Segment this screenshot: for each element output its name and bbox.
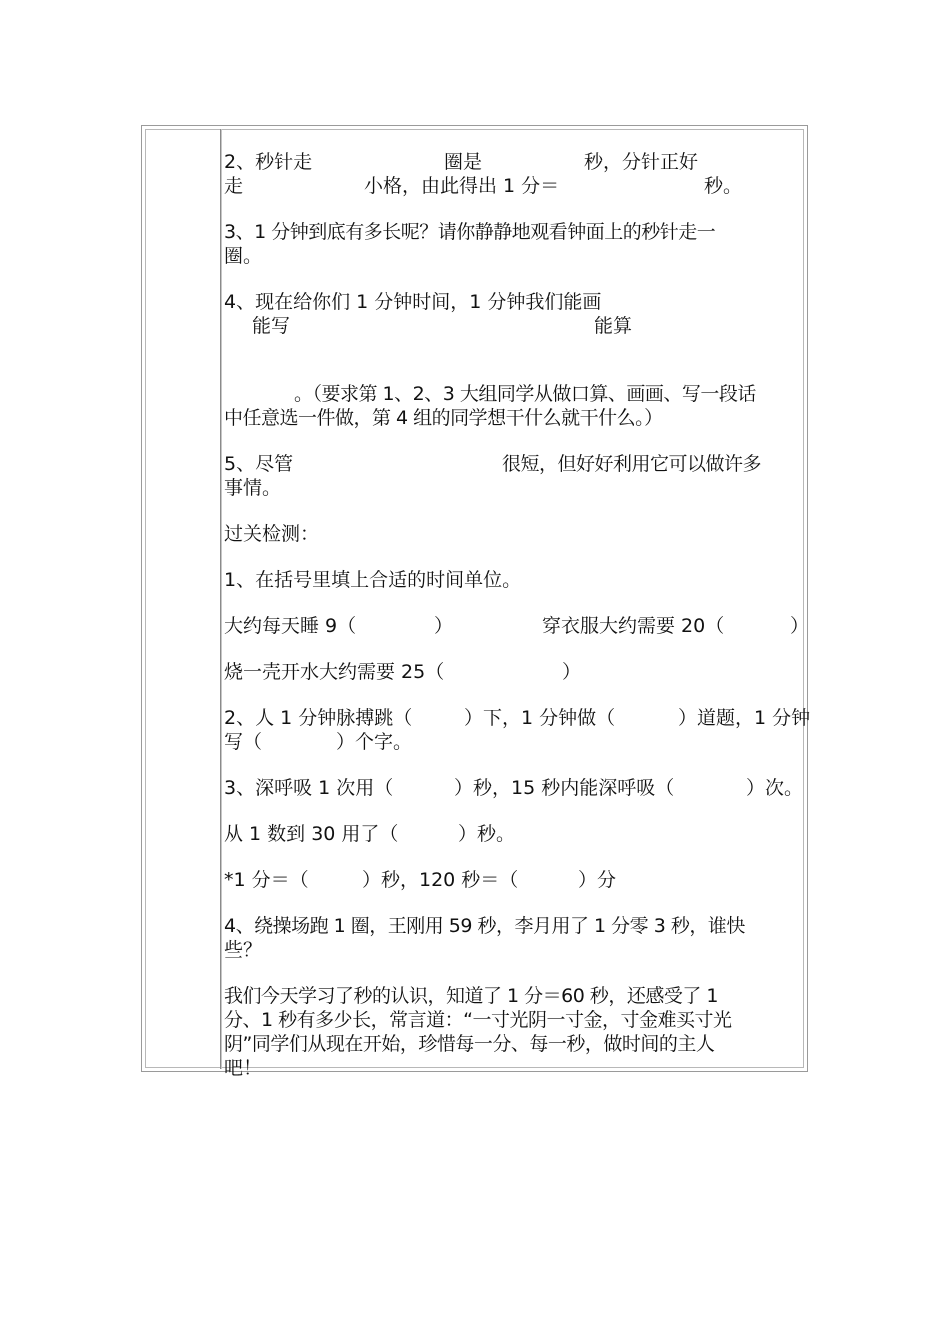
q5-text-b: 很短，但好好利用它可以做许多 (502, 453, 762, 475)
convert-text-b: ）秒，120 秒＝（ (362, 869, 519, 891)
q3-line-1: 3、1 分钟到底有多长呢？请你静静地观看钟面上的秒针走一 (224, 221, 716, 243)
q4-line-4: 中任意选一件做，第 4 组的同学想干什么就干什么。） (224, 407, 663, 429)
write-text: ）道题，1 分钟 (678, 707, 811, 729)
q2-line-2 (224, 174, 806, 198)
check-q1-row-2 (224, 660, 806, 684)
dress-text: 穿衣服大约需要 20（ (542, 615, 725, 637)
column-divider (220, 129, 222, 1069)
q4-text-write: 能写 (252, 315, 291, 337)
q4-line-3 (224, 382, 806, 406)
lesson-content (224, 150, 811, 1080)
convert-text-a: *1 分＝（ (224, 869, 309, 891)
boil-close: ） (562, 661, 582, 683)
sleep-text: 大约每天睡 9（ (224, 615, 357, 637)
pulse-text: 2、人 1 分钟脉搏跳（ (224, 707, 413, 729)
q2-text-c: 秒，分针正好 (584, 151, 699, 173)
check-q3-line-1 (224, 776, 806, 800)
convert-text-c: ）分 (578, 869, 617, 891)
q5-line-2: 事情。 (224, 477, 282, 499)
q3-line-2: 圈。 (224, 245, 263, 267)
q2-text-a: 2、秒针走 (224, 151, 313, 173)
summary-line-3: 阴”同学们从现在开始，珍惜每一分、每一秒，做时间的主人 (224, 1033, 715, 1055)
count-text: 从 1 数到 30 用了（ (224, 823, 399, 845)
problems-text: ）下，1 分钟做（ (464, 707, 616, 729)
dress-close: ） (790, 615, 810, 637)
summary-line-4: 吧！ (224, 1057, 263, 1079)
check-heading: 过关检测： (224, 523, 320, 545)
chars-open: 写（ (224, 731, 263, 753)
check-q3-line-3 (224, 868, 806, 892)
boil-text: 烧一壳开水大约需要 25（ (224, 661, 445, 683)
q5-text-a: 5、尽管 (224, 453, 294, 475)
check-q4-line-2: 些？ (224, 939, 263, 961)
q5-line-1 (224, 452, 806, 476)
check-q2-line-1 (224, 706, 811, 730)
sleep-close: ） (434, 615, 454, 637)
breath-text: 3、深呼吸 1 次用（ (224, 777, 394, 799)
chars-close: ）个字。 (336, 731, 413, 753)
summary-line-1: 我们今天学习了秒的认识，知道了 1 分＝60 秒，还感受了 1 (224, 985, 719, 1007)
q4-text-calc: 能算 (594, 315, 633, 337)
q4-line-2 (224, 314, 806, 338)
q4-requirement: 。（要求第 1、2、3 大组同学从做口算、画画、写一段话 (294, 383, 756, 405)
q2-text-b: 圈是 (444, 151, 483, 173)
q2-text-d: 走 (224, 175, 244, 197)
check-q1-title: 1、在括号里填上合适的时间单位。 (224, 569, 522, 591)
check-q2-line-2 (224, 730, 806, 754)
check-q4-line-1: 4、绕操场跑 1 圈，王刚用 59 秒，李月用了 1 分零 3 秒，谁快 (224, 915, 745, 937)
q2-text-f: 秒。 (704, 175, 743, 197)
q2-text-e: 小格，由此得出 1 分＝ (364, 175, 560, 197)
check-q1-row-1 (224, 614, 810, 638)
summary-line-2: 分、1 秒有多少长，常言道：“一寸光阴一寸金，寸金难买寸光 (224, 1009, 732, 1031)
check-q3-line-2 (224, 822, 806, 846)
count-close: ）秒。 (458, 823, 516, 845)
breath-count-text: ）秒，15 秒内能深呼吸（ (454, 777, 675, 799)
q4-line-1: 4、现在给你们 1 分钟时间，1 分钟我们能画 (224, 291, 602, 313)
q2-line-1 (224, 150, 806, 174)
breath-close: ）次。 (746, 777, 804, 799)
